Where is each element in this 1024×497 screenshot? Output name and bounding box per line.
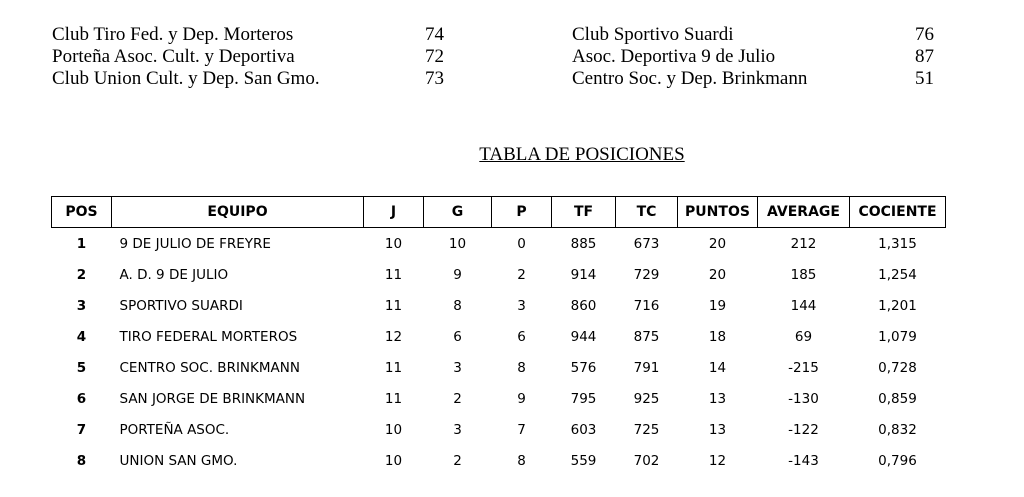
- table-row: [52, 414, 946, 445]
- result-row: [52, 46, 444, 68]
- table-row: [52, 321, 946, 352]
- cell-lost: 2: [517, 266, 526, 283]
- cell-pos: 3: [76, 297, 87, 314]
- cell-played: 11: [384, 390, 403, 407]
- cell-points-against: 729: [633, 266, 660, 283]
- cell-points-for: 914: [570, 266, 597, 283]
- cell-points: 12: [708, 452, 727, 469]
- table-row: [52, 383, 946, 414]
- table-header-row: [52, 197, 946, 228]
- cell-average: 185: [790, 266, 817, 283]
- club-name: Asoc. Deportiva 9 de Julio: [572, 46, 776, 67]
- club-score: 74: [425, 24, 444, 45]
- header-pos: POS: [52, 197, 112, 228]
- club-name: Centro Soc. y Dep. Brinkmann: [572, 68, 808, 89]
- club-score: 51: [915, 68, 934, 89]
- cell-average: -143: [788, 452, 819, 469]
- cell-won: 2: [453, 390, 462, 407]
- header-quotient: COCIENTE: [850, 197, 946, 228]
- cell-played: 11: [384, 359, 403, 376]
- header-points-for: TF: [552, 197, 616, 228]
- cell-points-against: 875: [633, 328, 660, 345]
- cell-won: 3: [453, 421, 462, 438]
- header-points-against: TC: [616, 197, 678, 228]
- standings-table: [51, 196, 946, 476]
- table-row: [52, 445, 946, 476]
- cell-won: 2: [453, 452, 462, 469]
- cell-points-against: 791: [633, 359, 660, 376]
- cell-points-for: 603: [570, 421, 597, 438]
- club-name: Club Tiro Fed. y Dep. Morteros: [52, 24, 294, 45]
- table-row: [52, 290, 946, 321]
- club-name: Club Sportivo Suardi: [572, 24, 734, 45]
- club-name: Club Union Cult. y Dep. San Gmo.: [52, 68, 320, 89]
- cell-points-against: 925: [633, 390, 660, 407]
- result-row: [572, 68, 934, 90]
- cell-average: 69: [794, 328, 813, 345]
- cell-team: SPORTIVO SUARDI: [119, 297, 243, 314]
- cell-points: 19: [708, 297, 727, 314]
- cell-played: 12: [384, 328, 403, 345]
- cell-points-for: 944: [570, 328, 597, 345]
- club-score: 76: [915, 24, 934, 45]
- table-row: [52, 352, 946, 383]
- cell-played: 10: [384, 235, 403, 252]
- result-row: [572, 46, 934, 68]
- cell-won: 9: [453, 266, 462, 283]
- cell-points: 20: [708, 235, 727, 252]
- result-row: [52, 24, 444, 46]
- cell-played: 11: [384, 266, 403, 283]
- result-row: [52, 68, 444, 90]
- cell-quotient: 1,254: [878, 266, 917, 283]
- cell-lost: 0: [517, 235, 526, 252]
- cell-points-for: 559: [570, 452, 597, 469]
- cell-quotient: 0,832: [878, 421, 917, 438]
- cell-quotient: 0,728: [878, 359, 917, 376]
- cell-points-against: 702: [633, 452, 660, 469]
- cell-lost: 7: [517, 421, 526, 438]
- cell-team: 9 DE JULIO DE FREYRE: [119, 235, 271, 252]
- cell-pos: 8: [76, 452, 87, 469]
- cell-played: 10: [384, 421, 403, 438]
- cell-team: UNION SAN GMO.: [119, 452, 238, 469]
- cell-pos: 6: [76, 390, 87, 407]
- header-points: PUNTOS: [678, 197, 758, 228]
- cell-lost: 6: [517, 328, 526, 345]
- cell-points: 18: [708, 328, 727, 345]
- cell-team: SAN JORGE DE BRINKMANN: [119, 390, 306, 407]
- header-team: EQUIPO: [112, 197, 364, 228]
- cell-team: PORTEÑA ASOC.: [119, 421, 230, 438]
- header-played: J: [364, 197, 424, 228]
- cell-lost: 3: [517, 297, 526, 314]
- cell-team: CENTRO SOC. BRINKMANN: [119, 359, 300, 376]
- standings-title: TABLA DE POSICIONES: [479, 144, 685, 165]
- club-score: 72: [425, 46, 444, 67]
- cell-points-for: 795: [570, 390, 597, 407]
- cell-won: 8: [453, 297, 462, 314]
- result-row: [572, 24, 934, 46]
- header-lost: P: [492, 197, 552, 228]
- cell-points-for: 860: [570, 297, 597, 314]
- results-right-column: [572, 24, 934, 90]
- cell-points: 13: [708, 421, 727, 438]
- cell-lost: 9: [517, 390, 526, 407]
- cell-points: 20: [708, 266, 727, 283]
- club-name: Porteña Asoc. Cult. y Deportiva: [52, 46, 295, 67]
- cell-pos: 7: [76, 421, 87, 438]
- cell-lost: 8: [517, 452, 526, 469]
- table-row: [52, 228, 946, 260]
- results-left-column: [52, 24, 444, 90]
- cell-team: A. D. 9 DE JULIO: [119, 266, 229, 283]
- cell-quotient: 0,859: [878, 390, 917, 407]
- cell-pos: 4: [76, 328, 87, 345]
- cell-quotient: 1,315: [878, 235, 917, 252]
- cell-quotient: 0,796: [878, 452, 917, 469]
- cell-pos: 1: [76, 235, 87, 252]
- cell-played: 11: [384, 297, 403, 314]
- cell-quotient: 1,079: [878, 328, 917, 345]
- header-average: AVERAGE: [758, 197, 850, 228]
- cell-points-against: 725: [633, 421, 660, 438]
- header-won: G: [424, 197, 492, 228]
- cell-points-against: 673: [633, 235, 660, 252]
- cell-played: 10: [384, 452, 403, 469]
- club-score: 73: [425, 68, 444, 89]
- cell-quotient: 1,201: [878, 297, 917, 314]
- cell-average: -130: [788, 390, 819, 407]
- club-score: 87: [915, 46, 934, 67]
- cell-average: -122: [788, 421, 819, 438]
- cell-points-for: 885: [570, 235, 597, 252]
- cell-team: TIRO FEDERAL MORTEROS: [119, 328, 298, 345]
- cell-average: 212: [790, 235, 817, 252]
- cell-pos: 5: [76, 359, 87, 376]
- cell-lost: 8: [517, 359, 526, 376]
- cell-points: 13: [708, 390, 727, 407]
- cell-points-against: 716: [633, 297, 660, 314]
- cell-points-for: 576: [570, 359, 597, 376]
- cell-won: 3: [453, 359, 462, 376]
- cell-average: 144: [790, 297, 817, 314]
- cell-average: -215: [788, 359, 819, 376]
- cell-points: 14: [708, 359, 727, 376]
- cell-won: 6: [453, 328, 462, 345]
- cell-won: 10: [448, 235, 467, 252]
- cell-pos: 2: [76, 266, 87, 283]
- table-row: [52, 259, 946, 290]
